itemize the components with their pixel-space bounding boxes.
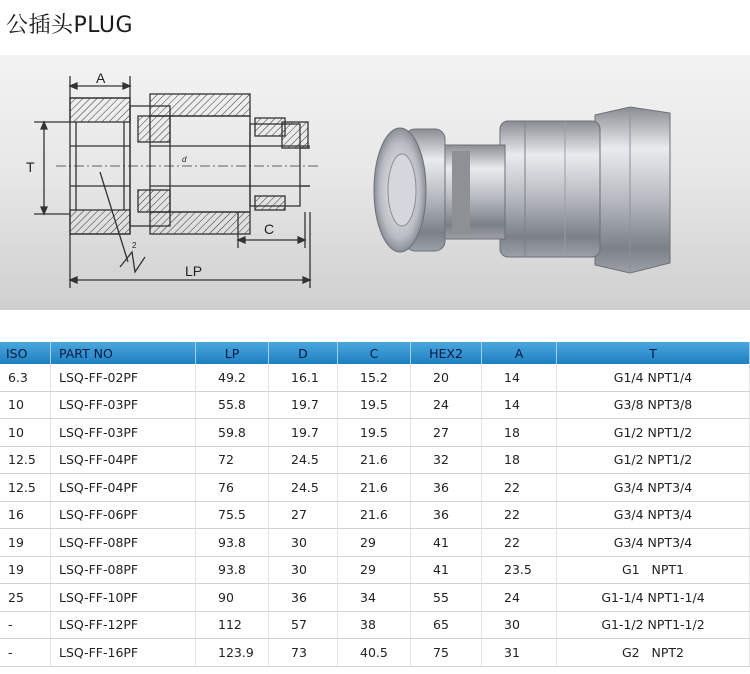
col-header-t: T — [557, 342, 750, 364]
cell-hex2: 36 — [411, 501, 482, 529]
cell-hex2: 36 — [411, 474, 482, 502]
table-row — [0, 611, 750, 639]
cell-c: 21.6 — [338, 474, 411, 502]
col-header-a: A — [482, 342, 557, 364]
table-header-row — [0, 342, 750, 364]
cell-hex2: 32 — [411, 446, 482, 474]
cell-a: 30 — [482, 611, 557, 639]
cell-c: 21.6 — [338, 501, 411, 529]
col-header-part-no: PART NO — [51, 342, 196, 364]
cell-part-no: LSQ-FF-16PF — [51, 639, 196, 667]
cell-lp: 123.9 — [196, 639, 269, 667]
cell-a: 23.5 — [482, 556, 557, 584]
col-header-lp: LP — [196, 342, 269, 364]
cell-lp: 75.5 — [196, 501, 269, 529]
cell-c: 19.5 — [338, 419, 411, 447]
cell-t: G1 NPT1 — [557, 556, 750, 584]
cell-c: 29 — [338, 529, 411, 557]
table-row — [0, 364, 750, 391]
cell-d: 27 — [269, 501, 338, 529]
cell-c: 29 — [338, 556, 411, 584]
cell-iso: 19 — [0, 556, 51, 584]
dim-a-label: A — [96, 70, 106, 86]
table-row — [0, 556, 750, 584]
cell-c: 40.5 — [338, 639, 411, 667]
cell-c: 19.5 — [338, 391, 411, 419]
table-row — [0, 529, 750, 557]
table-row — [0, 639, 750, 667]
table-row — [0, 391, 750, 419]
cell-hex2: 55 — [411, 584, 482, 612]
cell-a: 22 — [482, 474, 557, 502]
cell-t: G1/2 NPT1/2 — [557, 419, 750, 447]
cell-t: G3/4 NPT3/4 — [557, 529, 750, 557]
cell-part-no: LSQ-FF-10PF — [51, 584, 196, 612]
cell-d: 30 — [269, 556, 338, 584]
cell-part-no: LSQ-FF-04PF — [51, 474, 196, 502]
cell-a: 18 — [482, 446, 557, 474]
cell-d: 57 — [269, 611, 338, 639]
cell-iso: 10 — [0, 419, 51, 447]
product-photo — [360, 85, 740, 295]
cell-a: 14 — [482, 364, 557, 391]
cell-part-no: LSQ-FF-12PF — [51, 611, 196, 639]
cell-iso: 12.5 — [0, 474, 51, 502]
cell-lp: 112 — [196, 611, 269, 639]
cell-c: 38 — [338, 611, 411, 639]
cell-c: 34 — [338, 584, 411, 612]
dim-t-label: T — [26, 159, 35, 175]
col-header-d: D — [269, 342, 338, 364]
dim-c-label: C — [264, 221, 275, 237]
col-header-iso: ISO — [0, 342, 51, 364]
cell-a: 22 — [482, 501, 557, 529]
cell-a: 24 — [482, 584, 557, 612]
cell-part-no: LSQ-FF-08PF — [51, 556, 196, 584]
cell-t: G3/8 NPT3/8 — [557, 391, 750, 419]
cell-d: 30 — [269, 529, 338, 557]
cell-d: 24.5 — [269, 474, 338, 502]
cell-iso: 12.5 — [0, 446, 51, 474]
cell-d: 24.5 — [269, 446, 338, 474]
cell-lp: 76 — [196, 474, 269, 502]
table-row — [0, 584, 750, 612]
col-header-c: C — [338, 342, 411, 364]
cell-lp: 72 — [196, 446, 269, 474]
cell-part-no: LSQ-FF-08PF — [51, 529, 196, 557]
cell-hex2: 20 — [411, 364, 482, 391]
cell-iso: 16 — [0, 501, 51, 529]
cell-iso: 10 — [0, 391, 51, 419]
cell-t: G2 NPT2 — [557, 639, 750, 667]
table-row — [0, 474, 750, 502]
table-row — [0, 501, 750, 529]
cell-lp: 93.8 — [196, 529, 269, 557]
cell-hex2: 41 — [411, 529, 482, 557]
cell-a: 22 — [482, 529, 557, 557]
cell-hex2: 41 — [411, 556, 482, 584]
cell-iso: - — [0, 611, 51, 639]
cell-iso: - — [0, 639, 51, 667]
spec-table — [0, 342, 750, 667]
technical-drawing — [20, 62, 340, 298]
cell-lp: 55.8 — [196, 391, 269, 419]
cell-c: 21.6 — [338, 446, 411, 474]
cell-part-no: LSQ-FF-03PF — [51, 391, 196, 419]
cell-d: 19.7 — [269, 419, 338, 447]
cell-a: 31 — [482, 639, 557, 667]
cell-lp: 59.8 — [196, 419, 269, 447]
dim-lp-label: LP — [185, 263, 203, 279]
cell-d: 36 — [269, 584, 338, 612]
cell-hex2: 24 — [411, 391, 482, 419]
table-row — [0, 446, 750, 474]
cell-hex2: 65 — [411, 611, 482, 639]
cell-d: 16.1 — [269, 364, 338, 391]
page-title: 公插头PLUG — [6, 13, 134, 38]
cell-c: 15.2 — [338, 364, 411, 391]
cell-iso: 19 — [0, 529, 51, 557]
cell-hex2: 27 — [411, 419, 482, 447]
cell-a: 14 — [482, 391, 557, 419]
cell-t: G3/4 NPT3/4 — [557, 501, 750, 529]
dim-d-label: d — [182, 155, 187, 164]
hex2-label: 2 — [132, 241, 137, 250]
cell-part-no: LSQ-FF-04PF — [51, 446, 196, 474]
cell-hex2: 75 — [411, 639, 482, 667]
cell-lp: 93.8 — [196, 556, 269, 584]
cell-t: G1/4 NPT1/4 — [557, 364, 750, 391]
cell-t: G1-1/4 NPT1-1/4 — [557, 584, 750, 612]
cell-d: 73 — [269, 639, 338, 667]
cell-t: G1-1/2 NPT1-1/2 — [557, 611, 750, 639]
cell-iso: 25 — [0, 584, 51, 612]
cell-a: 18 — [482, 419, 557, 447]
cell-part-no: LSQ-FF-03PF — [51, 419, 196, 447]
cell-d: 19.7 — [269, 391, 338, 419]
table-row — [0, 419, 750, 447]
cell-part-no: LSQ-FF-02PF — [51, 364, 196, 391]
cell-t: G3/4 NPT3/4 — [557, 474, 750, 502]
cell-t: G1/2 NPT1/2 — [557, 446, 750, 474]
cell-lp: 49.2 — [196, 364, 269, 391]
cell-iso: 6.3 — [0, 364, 51, 391]
col-header-hex2: HEX2 — [411, 342, 482, 364]
cell-part-no: LSQ-FF-06PF — [51, 501, 196, 529]
cell-lp: 90 — [196, 584, 269, 612]
